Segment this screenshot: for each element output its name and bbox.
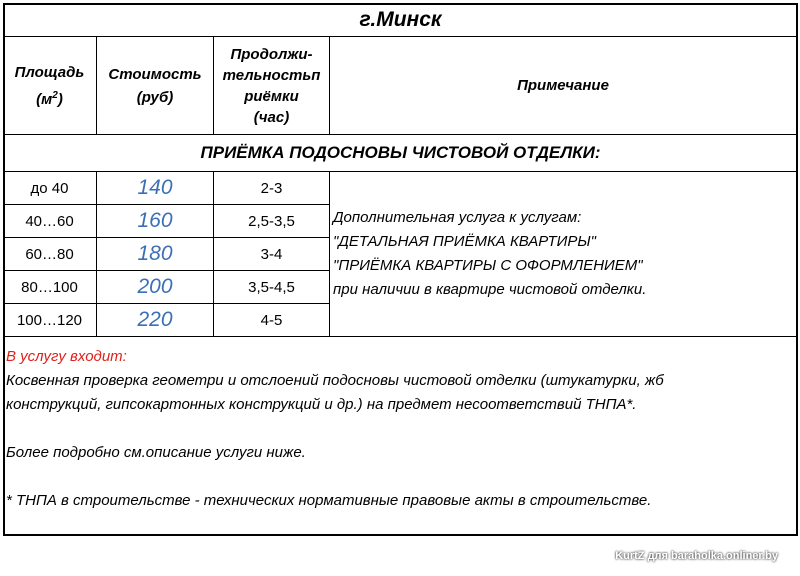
spacer xyxy=(6,465,664,489)
divider xyxy=(3,336,798,337)
table-cell-duration: 2-3 xyxy=(260,179,283,197)
table-cell-duration: 3,5-4,5 xyxy=(248,278,295,296)
header-note: Примечание xyxy=(517,77,609,94)
table-cell-duration: 2,5-3,5 xyxy=(248,212,295,230)
note-line: "ПРИЁМКА КВАРТИРЫ С ОФОРМЛЕНИЕМ" xyxy=(333,257,643,274)
service-info xyxy=(6,345,664,513)
area-unit-close: ) xyxy=(57,90,63,108)
note-line: "ДЕТАЛЬНАЯ ПРИЁМКА КВАРТИРЫ" xyxy=(333,233,596,250)
page-title: г.Минск xyxy=(359,8,442,31)
service-info-line: Более подробно см.описание услуги ниже. xyxy=(6,444,306,461)
table-cell-price: 220 xyxy=(137,308,173,331)
header-duration xyxy=(214,37,329,134)
footnote: * ТНПА в строительстве - технических нормативные правовые акты в строительстве. xyxy=(6,492,652,509)
note-text xyxy=(333,206,646,302)
header-duration-line: (час) xyxy=(253,108,290,126)
service-info-line: Косвенная проверка геометри и отслоений подосновы чистовой отделки (штукатурки, жб xyxy=(6,372,664,389)
area-unit-text: (м xyxy=(36,90,53,108)
divider xyxy=(329,171,330,336)
service-info-line: конструкций, гипсокартонных конструкций и др.) на предмет несоответствий ТНПА*. xyxy=(6,396,637,413)
service-info-heading: В услугу входит: xyxy=(6,348,127,365)
table-cell-area: до 40 xyxy=(30,179,69,197)
spacer xyxy=(6,417,664,441)
header-area-unit xyxy=(36,84,63,111)
table-cell-price: 200 xyxy=(137,275,173,298)
table-cell-area: 80…100 xyxy=(21,278,78,296)
table-cell-price: 140 xyxy=(137,176,173,199)
header-duration-line: тельностьп xyxy=(222,66,321,84)
table-cell-area: 100…120 xyxy=(16,311,83,329)
table-cell-area: 60…80 xyxy=(25,245,74,263)
note-line: Дополнительная услуга к услугам: xyxy=(333,209,582,226)
watermark: KurtZ для baraholka.onliner.by xyxy=(615,550,778,562)
table-cell-duration: 4-5 xyxy=(260,311,283,329)
table-cell-price: 160 xyxy=(137,209,173,232)
section-title: ПРИЁМКА ПОДОСНОВЫ ЧИСТОВОЙ ОТДЕЛКИ: xyxy=(200,143,601,162)
table-cell-price: 180 xyxy=(137,242,173,265)
table-cell-area: 40…60 xyxy=(25,212,74,230)
header-cost-unit: (руб) xyxy=(136,88,174,106)
header-duration-line: риёмки xyxy=(244,87,299,105)
note-line: при наличии в квартире чистовой отделки. xyxy=(333,281,647,298)
area-unit-superscript: 2 xyxy=(52,89,58,101)
header-area-label: Площадь xyxy=(14,63,85,81)
header-area xyxy=(3,37,96,134)
table-cell-duration: 3-4 xyxy=(260,245,283,263)
header-cost xyxy=(97,37,213,134)
header-duration-line: Продолжи- xyxy=(230,45,313,63)
header-cost-label: Стоимость xyxy=(108,65,202,83)
